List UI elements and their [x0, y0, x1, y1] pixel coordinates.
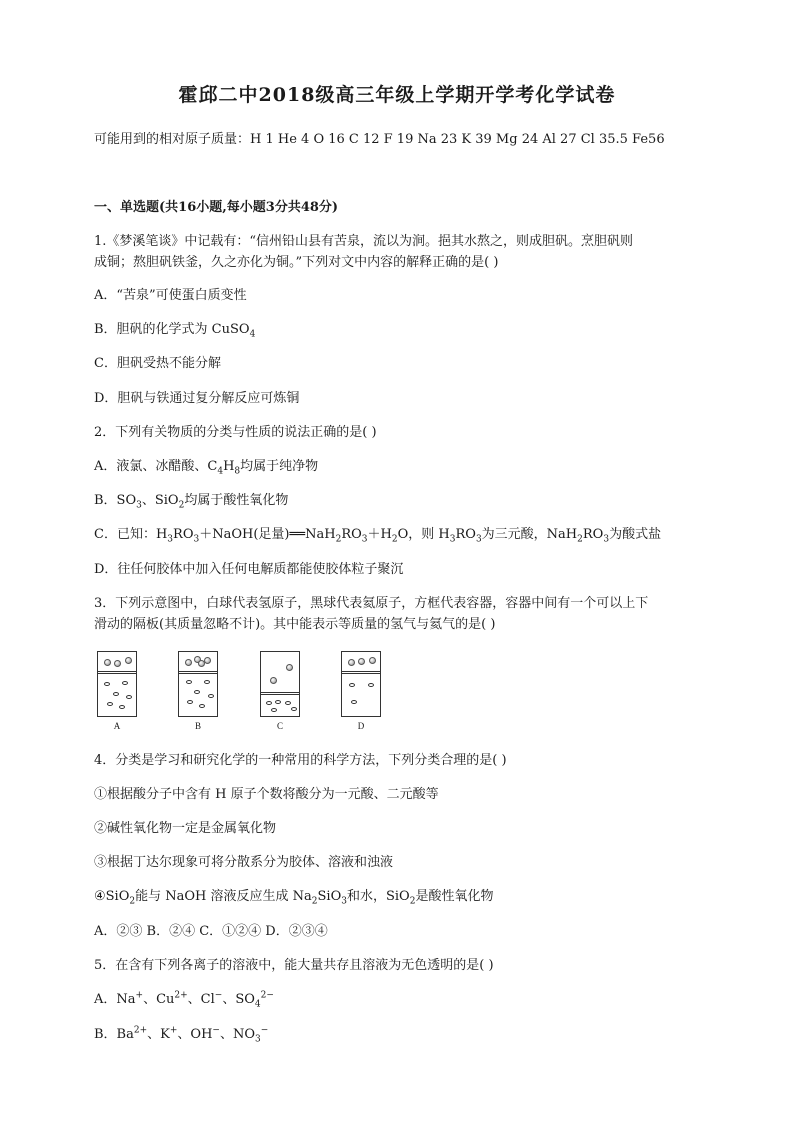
atom	[358, 658, 365, 665]
molecule	[275, 700, 281, 704]
q3-stem-line1: 3．下列示意图中，白球代表氢原子，黑球代表氦原子，方框代表容器，容器中间有一个可以上下	[94, 596, 649, 611]
atom	[286, 664, 293, 671]
q2-option-c: C．已知：$H_3RO_3+NaOH$(足量)$══NaH_2RO_3+H_2O$，则 $H_3RO_3$为三元酸，$NaH_2RO_3$为酸式盐	[94, 527, 662, 545]
q1-option-a: A．“苦泉”可使蛋白质变性	[94, 288, 247, 303]
molecule	[119, 705, 125, 709]
q1-option-d: D．胆矾与铁通过复分解反应可炼铜	[94, 391, 300, 406]
molecule	[208, 694, 214, 698]
q5-option-a: A．Na+、$Cu^{2+}$、Cl−、$SO_4^{2-}$	[94, 990, 274, 1010]
molecule	[266, 701, 272, 705]
q4-stem: 4．分类是学习和研究化学的一种常用的科学方法，下列分类合理的是( )	[94, 753, 507, 768]
section-heading: 一、单选题(共16小题,每小题3分共48分)	[94, 200, 339, 215]
container-d	[341, 651, 381, 717]
molecule	[368, 683, 374, 687]
molecule	[291, 707, 297, 711]
q1-option-c: C．胆矾受热不能分解	[94, 356, 221, 371]
partition	[342, 671, 380, 674]
q5-option-b: B．$Ba^{2+}$、K+、OH−、$NO_3^-$	[94, 1025, 269, 1045]
atom	[348, 659, 355, 666]
exam-title: 霍邱二中2018级高三年级上学期开学考化学试卷	[178, 84, 616, 106]
molecule	[194, 690, 200, 694]
molecule	[186, 680, 192, 684]
q2-option-b: B．$SO_3$、SiO$_2$均属于酸性氧化物	[94, 493, 289, 511]
molecule	[199, 704, 205, 708]
q4-statement-1: ①根据酸分子中含有 H 原子个数将酸分为一元酸、二元酸等	[94, 787, 439, 802]
container-a	[97, 651, 137, 717]
partition	[179, 671, 217, 674]
figure-label-a: A	[113, 721, 121, 731]
molecule	[271, 708, 277, 712]
atom	[125, 657, 132, 664]
atom	[270, 677, 277, 684]
q5-stem: 5．在含有下列各离子的溶液中，能大量共存且溶液为无色透明的是( )	[94, 958, 494, 973]
molecule	[104, 682, 110, 686]
q2-stem: 2．下列有关物质的分类与性质的说法正确的是( )	[94, 425, 377, 440]
q4-statement-3: ③根据丁达尔现象可将分散系分为胶体、溶液和浊液	[94, 855, 394, 870]
figure-label-d: D	[357, 721, 365, 731]
figure-label-b: B	[194, 721, 201, 731]
q1-option-b: B．胆矾的化学式为 CuSO$_4$	[94, 322, 256, 340]
partition	[261, 692, 299, 695]
q4-statement-2: ②碱性氧化物一定是金属氧化物	[94, 821, 277, 836]
q4-options: A．②③ B．②④ C．①②④ D．②③④	[94, 924, 328, 939]
container-c	[260, 651, 300, 717]
q1-stem-line2: 成铜；熬胆矾铁釜，久之亦化为铜。”下列对文中内容的解释正确的是( )	[94, 255, 499, 270]
figure-label-c: C	[276, 721, 283, 731]
molecule	[204, 680, 210, 684]
molecule	[349, 683, 355, 687]
molecule	[187, 700, 193, 704]
molecule	[285, 701, 291, 705]
container-b	[178, 651, 218, 717]
molecule	[107, 702, 113, 706]
atomic-mass-line: 可能用到的相对原子质量：H 1 He 4 O 16 C 12 F 19 Na 23 K 39 Mg 24 Al 27 Cl 35.5 Fe56	[94, 132, 665, 147]
atom	[185, 659, 192, 666]
q2-option-a: A．液氯、冰醋酸、$C_4H_8$均属于纯净物	[94, 459, 319, 477]
q4-statement-4: ④SiO$_2$能与 NaOH 溶液反应生成 $Na_2SiO_3$和水，SiO$_2$是酸性氧化物	[94, 889, 494, 907]
q3-figures	[97, 651, 397, 741]
q1-stem-line1: 1.《梦溪笔谈》中记载有：“信州铅山县有苦泉，流以为涧。挹其水熬之，则成胆矾。烹胆矾则	[94, 234, 634, 249]
atom	[369, 657, 376, 664]
molecule	[351, 700, 357, 704]
molecule	[113, 692, 119, 696]
q2-option-d: D．往任何胶体中加入任何电解质都能使胶体粒子聚沉	[94, 562, 404, 577]
molecule	[122, 681, 128, 685]
atom	[114, 660, 121, 667]
partition	[98, 671, 136, 674]
atom	[204, 657, 211, 664]
q3-stem-line2: 滑动的隔板(其质量忽略不计)。其中能表示等质量的氢气与氦气的是( )	[94, 617, 496, 632]
atom	[104, 659, 111, 666]
molecule	[126, 695, 132, 699]
